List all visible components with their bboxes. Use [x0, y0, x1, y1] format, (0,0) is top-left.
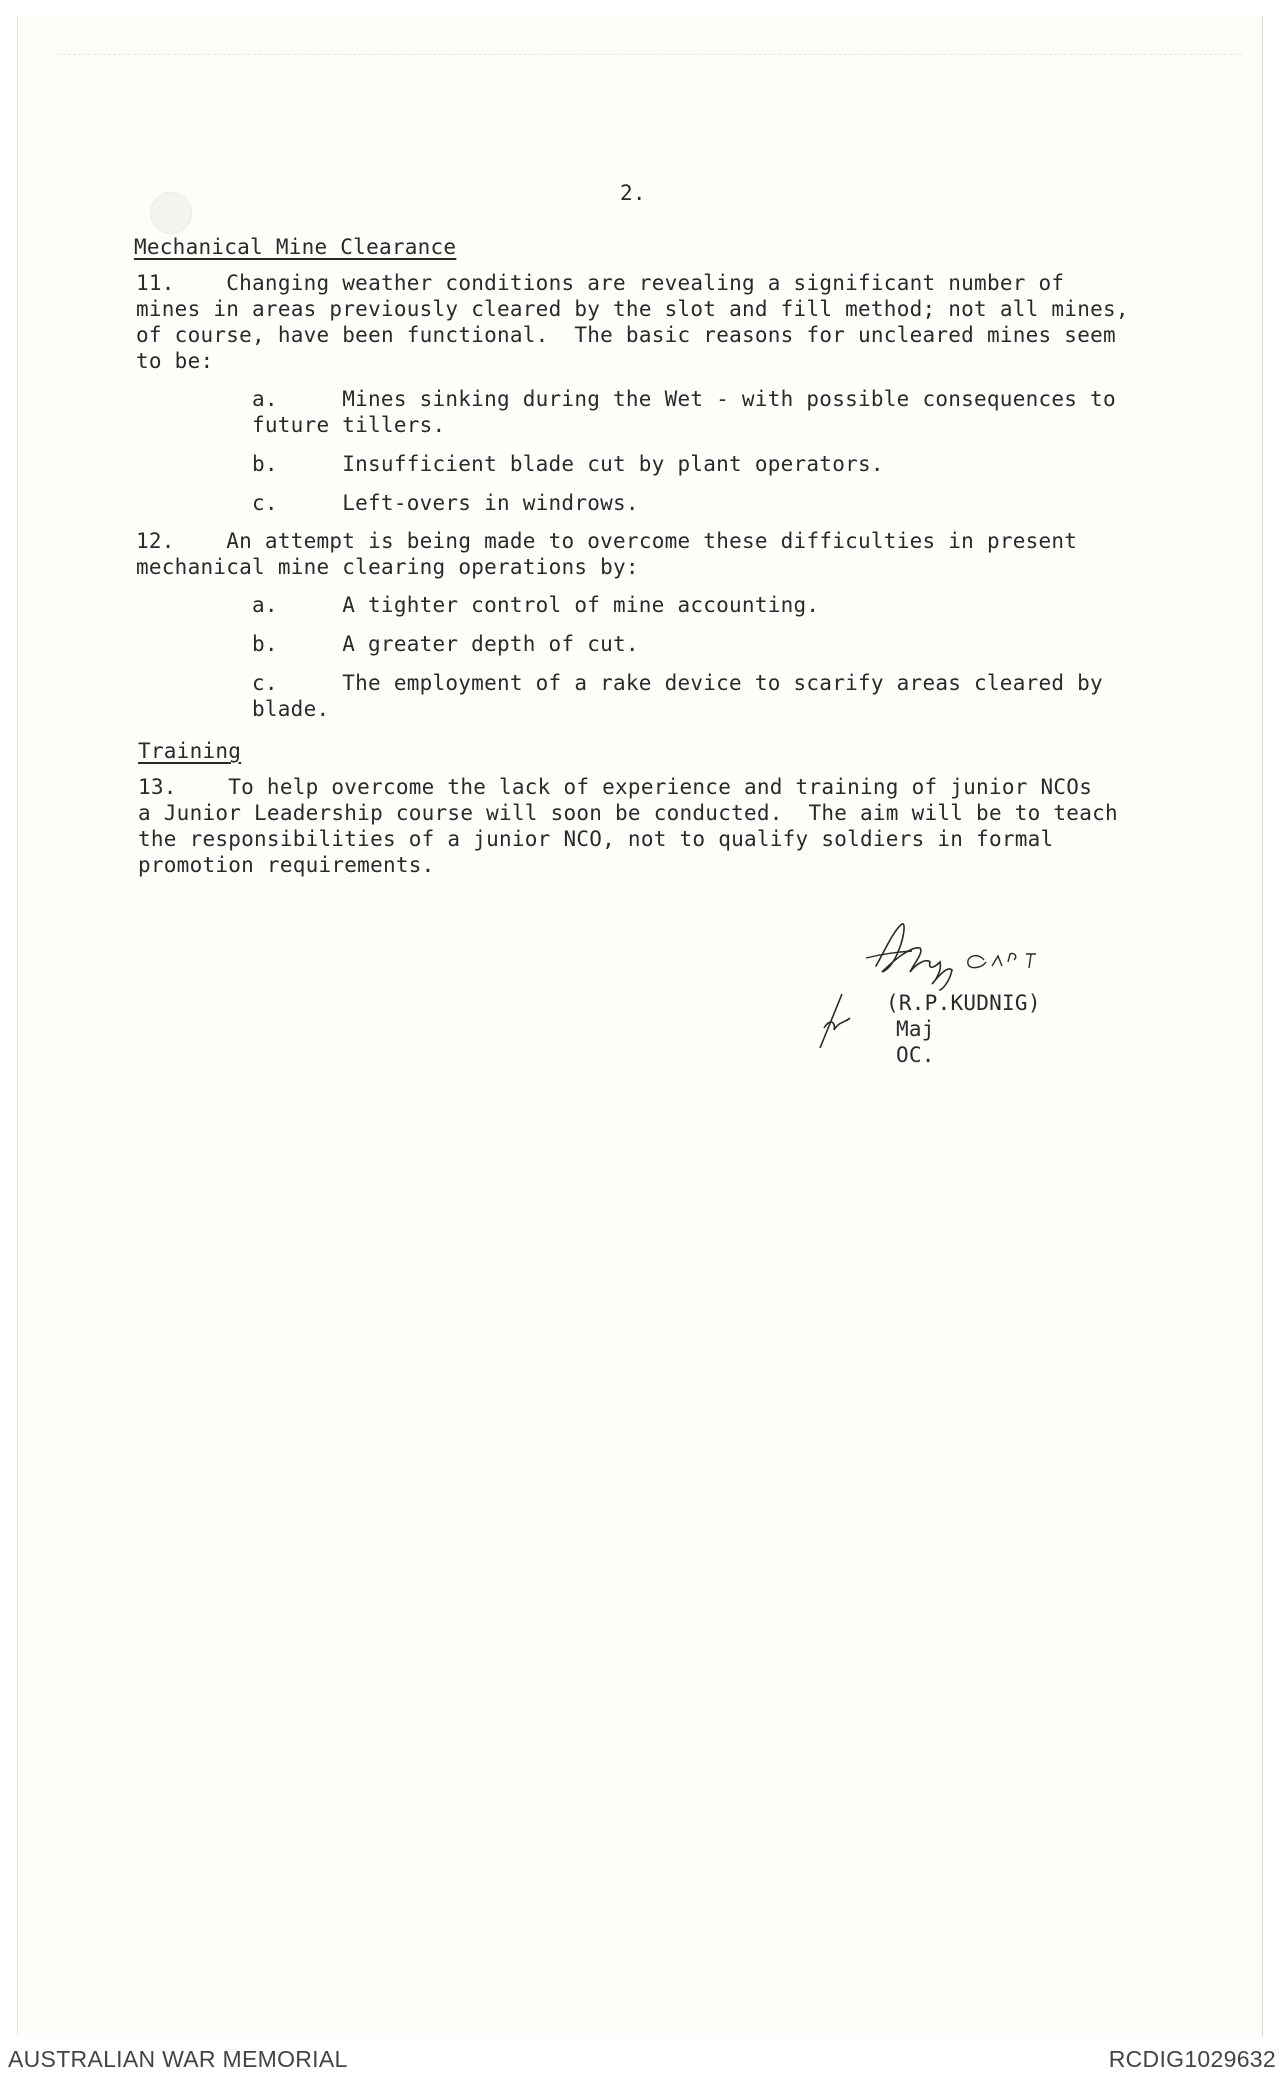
para-11-line: of course, have been functional. The basic reasons for uncleared mines seem	[136, 323, 1116, 347]
section-heading-training: Training	[138, 739, 242, 763]
para-11-line: 11. Changing weather conditions are revealing a significant number of	[136, 271, 1065, 295]
page-number: 2.	[620, 181, 646, 205]
para-12-line: mechanical mine clearing operations by:	[136, 555, 639, 579]
list-item-11a: a. Mines sinking during the Wet - with possible consequences to	[252, 387, 1116, 411]
signatory-title: OC.	[896, 1043, 935, 1067]
list-item-12c: c. The employment of a rake device to scarify areas cleared by	[252, 671, 1103, 695]
section-heading-mechanical-mine-clearance: Mechanical Mine Clearance	[134, 235, 457, 259]
para-13-line: the responsibilities of a junior NCO, not to qualify soldiers in formal	[138, 827, 1054, 851]
list-item-12c-cont: blade.	[252, 697, 330, 721]
para-13-line: promotion requirements.	[138, 853, 435, 877]
para-13-line: a Junior Leadership course will soon be conducted. The aim will be to teach	[138, 801, 1118, 825]
para-12-line: 12. An attempt is being made to overcome these difficulties in present	[136, 529, 1078, 553]
signatory-name: (R.P.KUDNIG)	[886, 991, 1041, 1015]
list-item-11c: c. Left-overs in windrows.	[252, 491, 639, 515]
punch-hole-mark	[150, 192, 192, 234]
para-11-line: mines in areas previously cleared by the slot and fill method; not all mines,	[136, 297, 1129, 321]
list-item-11b: b. Insufficient blade cut by plant operators.	[252, 452, 884, 476]
footer-archive-name: AUSTRALIAN WAR MEMORIAL	[8, 2046, 348, 2072]
para-11-line: to be:	[136, 349, 214, 373]
page-edge-marks	[58, 54, 1242, 55]
handwritten-signature	[816, 918, 1126, 1058]
signatory-rank: Maj	[896, 1017, 935, 1041]
list-item-12b: b. A greater depth of cut.	[252, 632, 639, 656]
para-13-line: 13. To help overcome the lack of experience and training of junior NCOs	[138, 775, 1093, 799]
list-item-12a: a. A tighter control of mine accounting.	[252, 593, 820, 617]
footer-record-id: RCDIG1029632	[1108, 2046, 1276, 2072]
list-item-11a-cont: future tillers.	[252, 413, 446, 437]
